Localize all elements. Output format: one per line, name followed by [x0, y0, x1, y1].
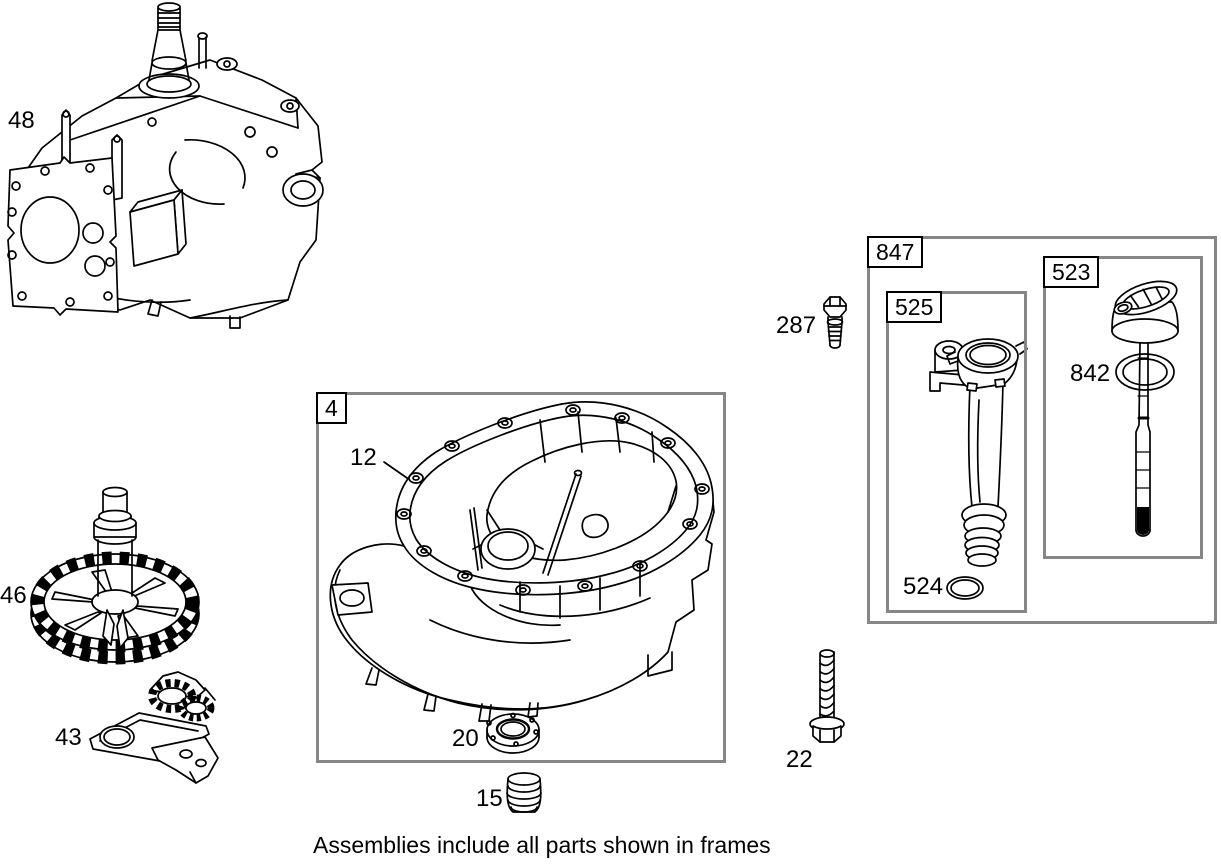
callout-20: 20 [452, 725, 479, 752]
assembly-frame-523 [1043, 256, 1203, 559]
camshaft-icon [31, 488, 199, 663]
oil-pump-icon [90, 672, 218, 783]
frame-4-label: 4 [316, 392, 347, 424]
assembly-frame-525 [886, 291, 1027, 613]
callout-22: 22 [786, 746, 813, 773]
callout-48: 48 [8, 107, 35, 134]
short-bolt-icon [824, 297, 846, 348]
assembly-frame-4 [316, 392, 726, 763]
frame-523-label: 523 [1043, 256, 1099, 288]
callout-15: 15 [476, 785, 503, 812]
frame-525-label: 525 [886, 291, 942, 323]
callout-12: 12 [350, 444, 377, 471]
callout-842: 842 [1070, 360, 1111, 387]
callout-287: 287 [776, 312, 817, 339]
callout-524: 524 [903, 573, 944, 600]
callout-43: 43 [55, 724, 82, 751]
long-bolt-icon [810, 650, 844, 742]
diagram-caption: Assemblies include all parts shown in frames [313, 832, 771, 858]
callout-46: 46 [0, 582, 27, 609]
frame-847-label: 847 [867, 236, 923, 268]
drain-plug-icon [507, 773, 541, 812]
crankcase-icon [8, 3, 323, 328]
